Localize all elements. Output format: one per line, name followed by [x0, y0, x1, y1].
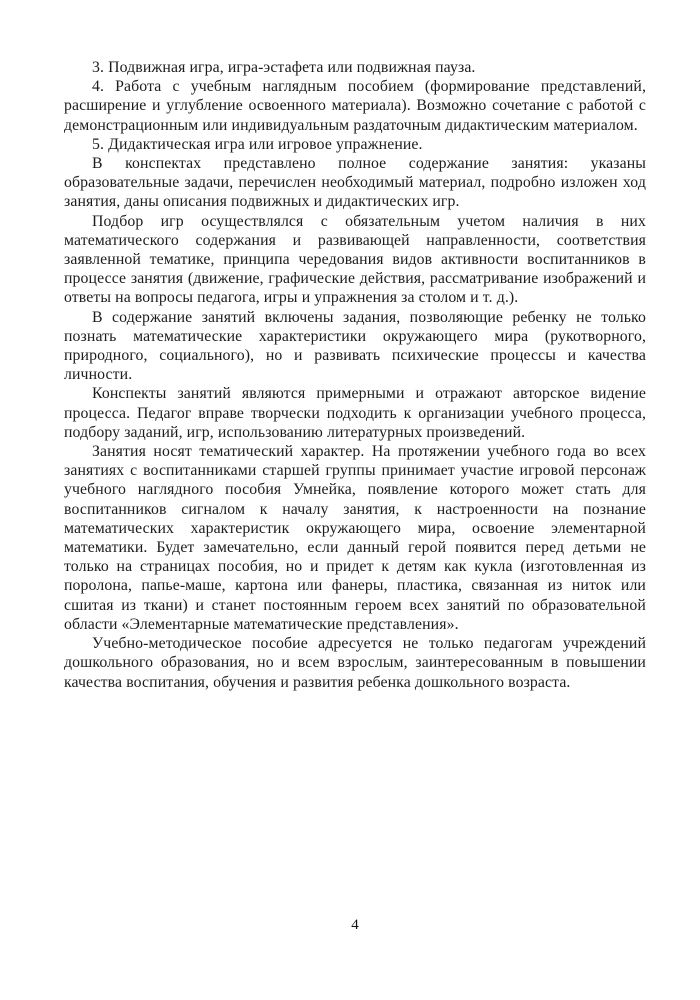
paragraph: В содержание занятий включены задания, позволяющие ребенку не только познать математические характеристики окружающего мира (рукотворного, природного, социального), но и развивать психические процессы и качества личности.: [64, 308, 646, 384]
paragraph: 5. Дидактическая игра или игровое упражнение.: [92, 135, 423, 153]
paragraph: Учебно-методическое пособие адресуется не только педагогам учреждений дошкольного образования, но и всем взрослым, заинтересованным в повышении качества воспитания, обучения и развития ребенка дошкольного возраста.: [64, 635, 646, 691]
paragraph: 4. Работа с учебным наглядным пособием (формирование представлений, расширение и углубление освоенного материала). Возможно сочетание с работой с демонстрационным или индивидуальным раздаточным дидактическим материалом.: [64, 78, 646, 134]
paragraph: Подбор игр осуществлялся с обязательным учетом наличия в них математического содержания и развивающей направленности, соответствия заявленной тематике, принципа чередования видов активности воспитанников в процессе занятия (движение, графические действия, рассматривание изображений и ответы на вопросы педагога, игры и упражнения за столом и т. д.).: [64, 212, 646, 307]
body-text: [64, 58, 646, 692]
paragraph: Занятия носят тематический характер. На протяжении учебного года во всех занятиях с воспитанниками старшей группы принимает участие игровой персонаж учебного наглядного пособия Умнейка, появление которого может стать для воспитанников сигналом к началу занятия, к настроенности на познание математических характеристик окружающего мира, освоение элементарной математики. Будет замечательно, если данный герой появится перед детьми не только на страницах пособия, но и придет к детям как кукла (изготовленная из поролона, папье-маше, картона или фанеры, пластика, связанная из ниток или сшитая из ткани) и станет постоянным героем всех занятий по образовательной области «Элементарные математические представления».: [64, 443, 646, 633]
paragraph: Конспекты занятий являются примерными и отражают авторское видение процесса. Педагог вправе творчески подходить к организации учебного процесса, подбору заданий, игр, использованию литературных произведений.: [64, 385, 646, 441]
paragraph: 3. Подвижная игра, игра-эстафета или подвижная пауза.: [92, 59, 476, 76]
page-number: 4: [351, 917, 359, 933]
paragraph: В конспектах представлено полное содержание занятия: указаны образовательные задачи, перечислен необходимый материал, подробно изложен ход занятия, даны описания подвижных и дидактических игр.: [64, 155, 646, 211]
